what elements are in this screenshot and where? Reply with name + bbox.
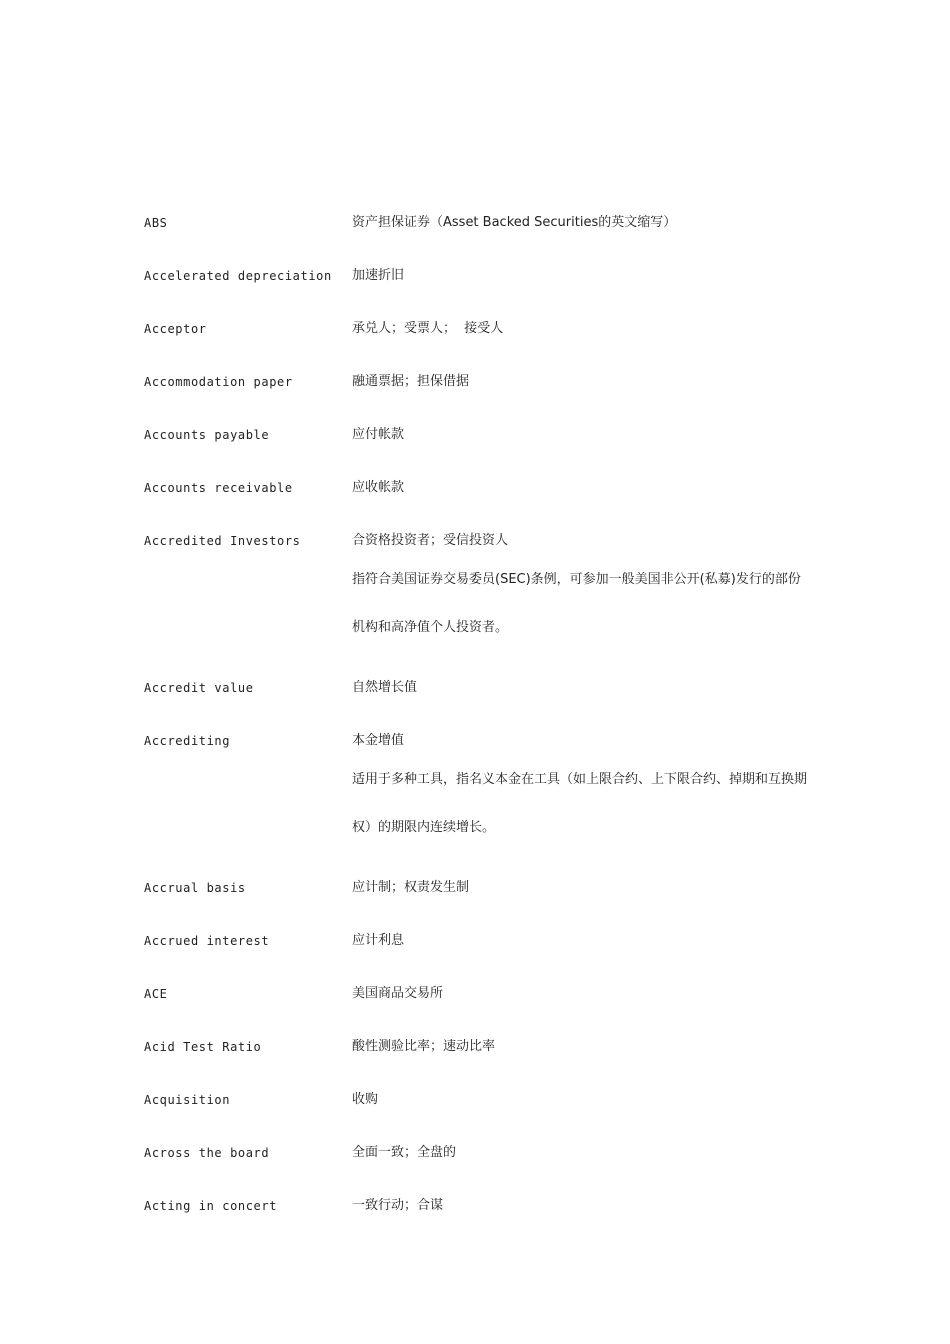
glossary-entry [144,371,824,393]
definition: 应付帐款 [352,427,405,442]
term: Accelerated depreciation [144,269,332,283]
glossary-entry [144,424,824,446]
term: ABS [144,216,168,230]
term: Accrual basis [144,881,246,895]
glossary-entry [144,877,824,899]
term: Acceptor [144,322,207,336]
definition: 收购 [352,1092,379,1107]
term: Accounts payable [144,428,270,442]
definition: 应计制；权责发生制 [352,880,470,895]
glossary-entry [144,212,824,234]
definition: 全面一致；全盘的 [352,1145,457,1160]
definition: 自然增长值 [352,680,418,695]
definition: 融通票据；担保借据 [352,374,470,389]
definition: 承兑人；受票人； 接受人 [352,321,504,336]
glossary-entry [144,930,824,952]
definition: 资产担保证券（Asset Backed Securities的英文缩写） [352,215,677,230]
definition-note: 指符合美国证券交易委员(SEC)条例，可参加一般美国非公开(私募)发行的部份机构和高净值个人投资者。 [352,572,801,635]
term: Accredit value [144,681,254,695]
glossary-entry [144,530,824,646]
glossary-entry [144,1036,824,1058]
term: Acid Test Ratio [144,1040,262,1054]
term: Accommodation paper [144,375,293,389]
term: Accrued interest [144,934,270,948]
definition: 酸性测验比率；速动比率 [352,1039,496,1054]
definition: 合资格投资者；受信投资人 [352,533,509,548]
glossary-entry [144,477,824,499]
definition: 美国商品交易所 [352,986,444,1001]
term: Acting in concert [144,1199,278,1213]
glossary-entry [144,1142,824,1164]
glossary-entry [144,1195,824,1217]
term: Accrediting [144,734,231,748]
definition: 应计利息 [352,933,405,948]
glossary-entry [144,983,824,1005]
definition: 应收帐款 [352,480,405,495]
definition: 一致行动；合谋 [352,1198,444,1213]
term: ACE [144,987,168,1001]
glossary-entry [144,677,824,699]
definition-note: 适用于多种工具，指名义本金在工具（如上限合约、上下限合约、掉期和互换期权）的期限内连续增长。 [352,772,808,835]
glossary-list [144,212,824,1248]
term: Across the board [144,1146,270,1160]
definition: 加速折旧 [352,268,405,283]
glossary-entry [144,730,824,846]
glossary-entry [144,265,824,287]
term: Accounts receivable [144,481,293,495]
glossary-entry [144,1089,824,1111]
definition: 本金增值 [352,733,405,748]
glossary-entry [144,318,824,340]
term: Accredited Investors [144,534,301,548]
term: Acquisition [144,1093,231,1107]
